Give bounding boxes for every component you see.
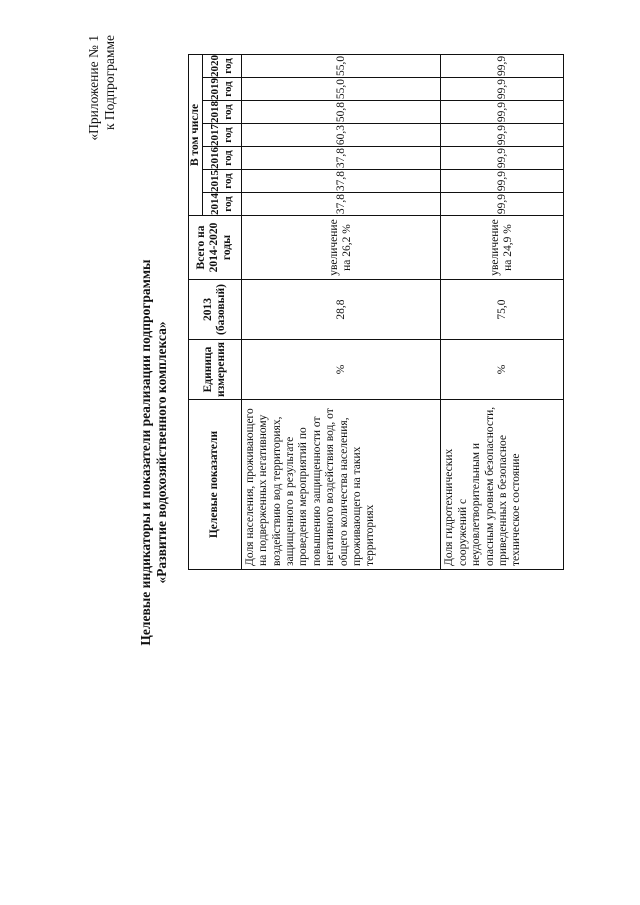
year-value-cell: 60,3 xyxy=(241,124,441,147)
year-value-cell: 55,0 xyxy=(241,78,441,101)
header-year: 2016 год xyxy=(203,147,242,170)
year-value-cell: 99,9 xyxy=(441,101,564,124)
year-value-cell: 37,8 xyxy=(241,170,441,193)
indicator-name: Доля населения, проживающего на подверженных негативному воздействию вод территориях, защищенного в результате проведения мероприятий по повышению защищенности от негативного воздействия вод, от общего количества населения, проживающего на таких территориях xyxy=(241,400,441,570)
indicators-table xyxy=(188,54,564,570)
year-value-cell: 55,0 xyxy=(241,54,441,77)
appendix-line-1: «Приложение № 1 xyxy=(86,35,101,141)
header-year: 2014 год xyxy=(203,193,242,216)
header-year: 2018 год xyxy=(203,101,242,124)
year-value-cell: 99,9 xyxy=(441,147,564,170)
table-row xyxy=(441,54,564,569)
year-value-cell: 99,9 xyxy=(441,54,564,77)
header-year: 2015 год xyxy=(203,170,242,193)
header-year: 2019 год xyxy=(203,78,242,101)
year-value-cell: 99,9 xyxy=(441,170,564,193)
year-value-cell: 37,8 xyxy=(241,147,441,170)
header-base: 2013 (базовый) xyxy=(189,280,242,340)
total-cell: увеличение на 24,9 % xyxy=(441,216,564,280)
header-total: Всего на 2014-2020 годы xyxy=(189,216,242,280)
header-including: В том числе xyxy=(189,54,203,215)
appendix-line-2: к Подпрограмме xyxy=(102,35,117,130)
year-value-cell: 50,8 xyxy=(241,101,441,124)
header-indicators: Целевые показатели xyxy=(189,400,242,570)
year-value-cell: 99,9 xyxy=(441,124,564,147)
year-value-cell: 99,9 xyxy=(441,193,564,216)
appendix-note xyxy=(86,35,118,141)
unit-cell: % xyxy=(441,340,564,400)
unit-cell: % xyxy=(241,340,441,400)
header-year: 2020 год xyxy=(203,54,242,77)
title-line-1: Целевые индикаторы и показатели реализации подпрограммы xyxy=(138,259,153,646)
base-value-cell: 28,8 xyxy=(241,280,441,340)
base-value-cell: 75,0 xyxy=(441,280,564,340)
header-year: 2017 год xyxy=(203,124,242,147)
indicator-name: Доля гидротехнических сооружений с неудовлетворительным и опасным уровнем безопасности, приведенных в безопасное техническое состояние xyxy=(441,400,564,570)
header-unit: Единица измерения xyxy=(189,340,242,400)
document-title xyxy=(138,0,170,905)
year-value-cell: 37,8 xyxy=(241,193,441,216)
title-line-2: «Развитие водохозяйственного комплекса» xyxy=(154,321,169,584)
total-cell: увеличение на 26,2 % xyxy=(241,216,441,280)
table-row xyxy=(241,54,441,569)
year-value-cell: 99,9 xyxy=(441,78,564,101)
header-row-1 xyxy=(189,54,203,569)
